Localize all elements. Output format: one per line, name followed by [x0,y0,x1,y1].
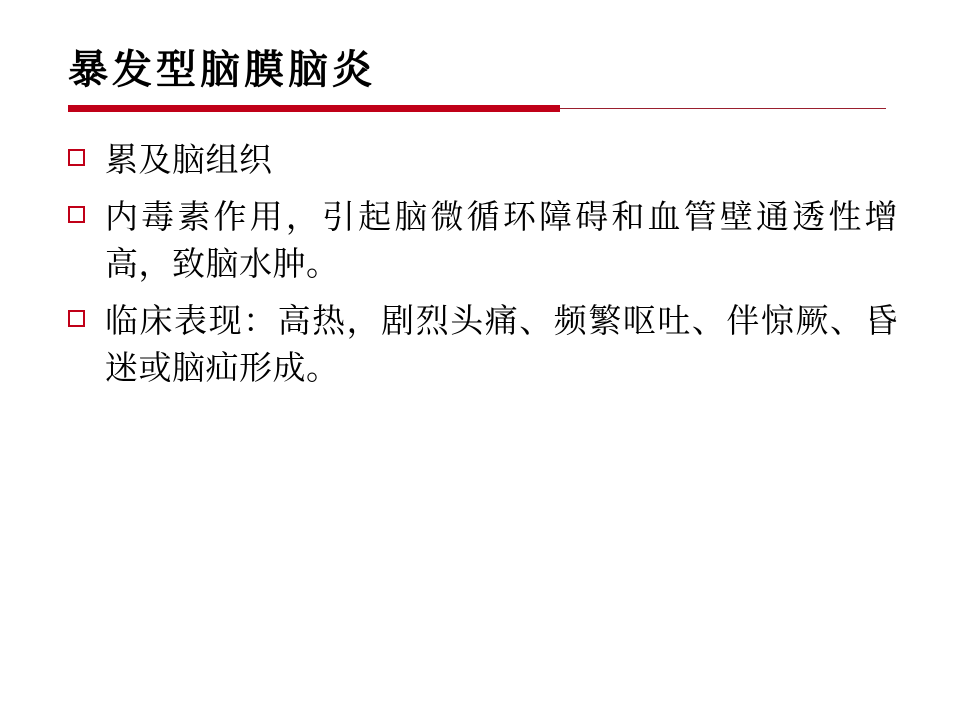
list-item-text: 累及脑组织 [105,140,273,179]
page-title: 暴发型脑膜脑炎 [68,46,376,93]
list-item-text: 临床表现：高热，剧烈头痛、频繁呕吐、伴惊厥、昏迷或脑疝形成。 [105,301,898,387]
list-item [68,193,898,287]
square-outline-bullet-icon [68,149,85,166]
square-outline-bullet-icon [68,310,85,327]
list-item-text: 内毒素作用，引起脑微循环障碍和血管壁通透性增高，致脑水肿。 [105,197,898,283]
square-outline-bullet-icon [68,206,85,223]
bullet-list [68,136,898,401]
title-underline-thick [68,105,560,112]
list-item [68,297,898,391]
list-item [68,136,898,183]
